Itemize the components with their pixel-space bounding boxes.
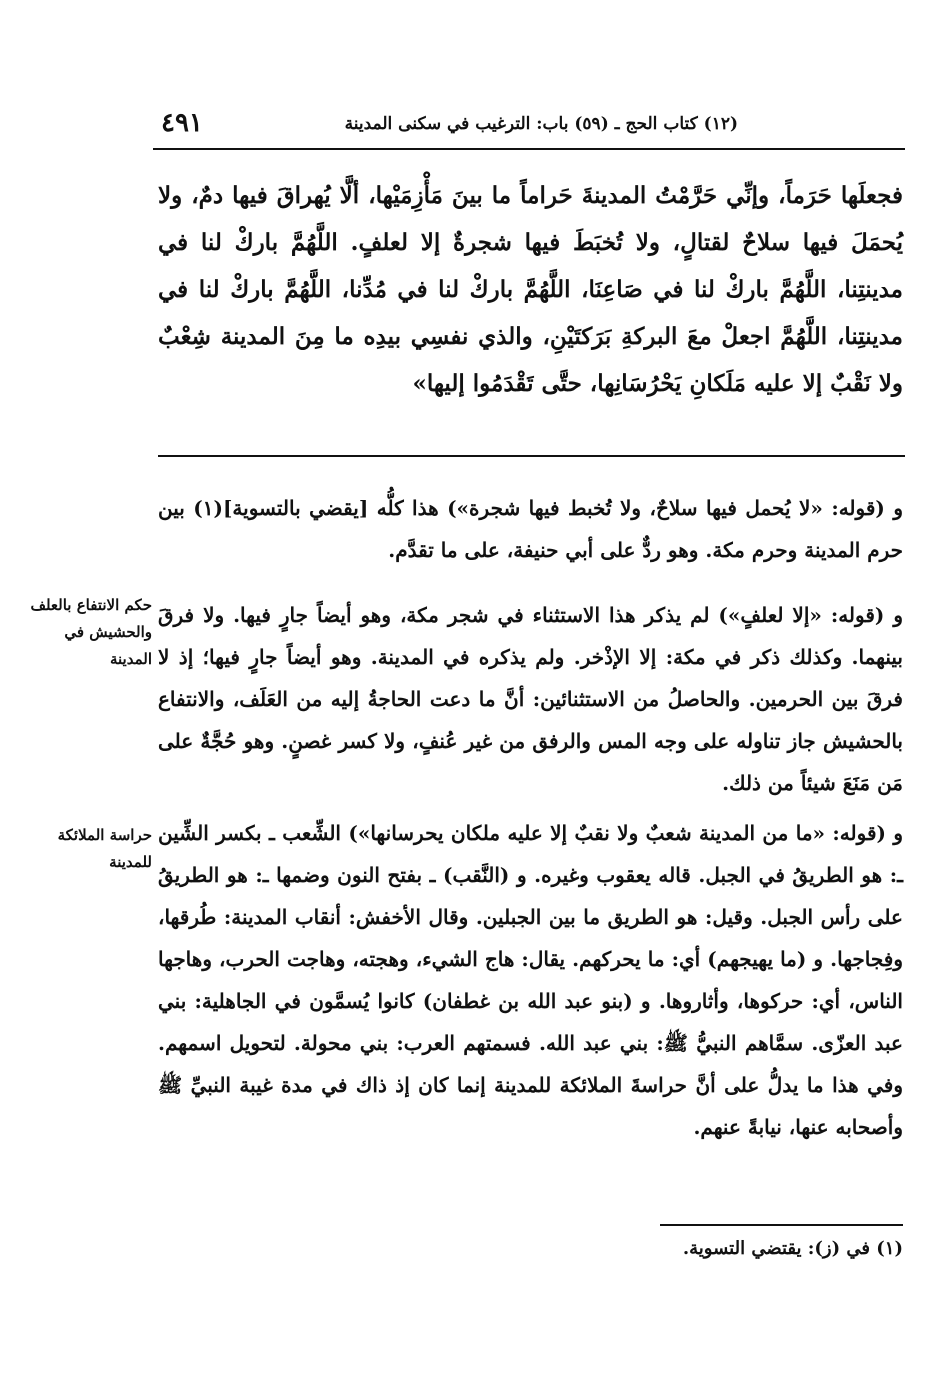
hadith-text: فجعلَها حَرَماً، وإنِّي حَرَّمْتُ المدينةَ حَراماً ما بينَ مَأْزِمَيْها، ألَّا يُهراقَ فيها دمٌ، ولا يُحمَلَ فيها سلاحٌ لقتالٍ، ولا تُخبَطَ فيها شجرةٌ إلا لعلفٍ. اللَّهُمَّ باركْ لنا في مدينتِنا، اللَّهُمَّ باركْ لنا في صَاعِنَا، اللَّهُمَّ باركْ لنا في مُدِّنا، اللَّهُمَّ باركْ لنا في مدينتِنا، اللَّهُمَّ اجعلْ معَ البركةِ بَرَكتَيْنِ، والذي نفسِي بيدِه ما مِنَ المدينة شِعْبٌ ولا نَقْبٌ إلا عليه مَلَكانِ يَحْرُسَانِها، حتَّى تَقْدَمُوا إليها» [158, 182, 903, 397]
commentary-paragraph: و (قوله: «إلا لعلفٍ») لم يذكر هذا الاستثناء في شجر مكة، وهو أيضاً جارٍ فيها. ولا فرقَ بينهما. وكذلك ذكر في مكة: إلا الإذْخر. ولم يذكره في المدينة. وهو أيضاً جارٍ فيها؛ إذ لا فرقَ بين الحرمين. والحاصلُ من الاستثنائين: أنَّ ما دعت الحاجةُ إليه من العَلَف، والانتفاع بالحشيش جاز تناوله على وجه المس والرفق من غير عُنفٍ، ولا كسر غصنٍ. وهو حُجَّةٌ على مَن مَنَعَ شيئاً من ذلك. [158, 603, 903, 795]
margin-heading: حراسة الملائكة للمدينة [57, 826, 152, 871]
header-divider [153, 148, 905, 150]
commentary-paragraph: و (قوله: «لا يُحمل فيها سلاحٌ، ولا تُخبط فيها شجرة») هذا كلُّه [يقضي بالتسوية](١) بين حرم المدينة وحرم مكة. وهو ردٌّ على أبي حنيفة، على ما تقدَّم. [158, 496, 903, 562]
running-header [153, 106, 903, 146]
header-title: (١٢) كتاب الحج ـ (٥٩) باب: الترغيب في سكنى المدينة [344, 114, 738, 134]
footnote: (١) في (ز): يقتضي التسوية. [682, 1238, 903, 1259]
hadith-divider [158, 455, 905, 457]
footnote-divider [660, 1224, 903, 1226]
page-number: ٤٩١ [161, 108, 203, 138]
margin-heading: حكم الانتفاع بالعلف والحشيش في المدينة [30, 596, 152, 668]
commentary-paragraph: و (قوله: «ما من المدينة شعبٌ ولا نقبٌ إلا عليه ملكان يحرسانها») الشِّعب ـ بكسر الشِّين ـ: هو الطريقُ في الجبل. قاله يعقوب وغيره. و (النَّقب) ـ بفتح النون وضمها ـ: هو الطريقُ على رأس الجبل. وقيل: هو الطريق ما بين الجبلين. وقال الأخفش: أنقاب المدينة: طُرقها، وفِجاجها. و (ما يهيجهم) أي: ما يحركهم. يقال: هاج الشيء، وهجته، وهاجت الحرب، وهاجها الناس، أي: حركوها، وأثاروها. و (بنو عبد الله بن غطفان) كانوا يُسمَّون في الجاهلية: بني عبد العزّى. سمَّاهم النبيُّ ﷺ: بني عبد الله. فسمتهم العرب: بني محولة. لتحويل اسمهم. وفي هذا ما يدلُّ على أنَّ حراسةَ الملائكة للمدينة إنما كان إذ ذاك في مدة غيبة النبيِّ ﷺ وأصحابه عنها، نيابةً عنهم. [158, 821, 903, 1139]
